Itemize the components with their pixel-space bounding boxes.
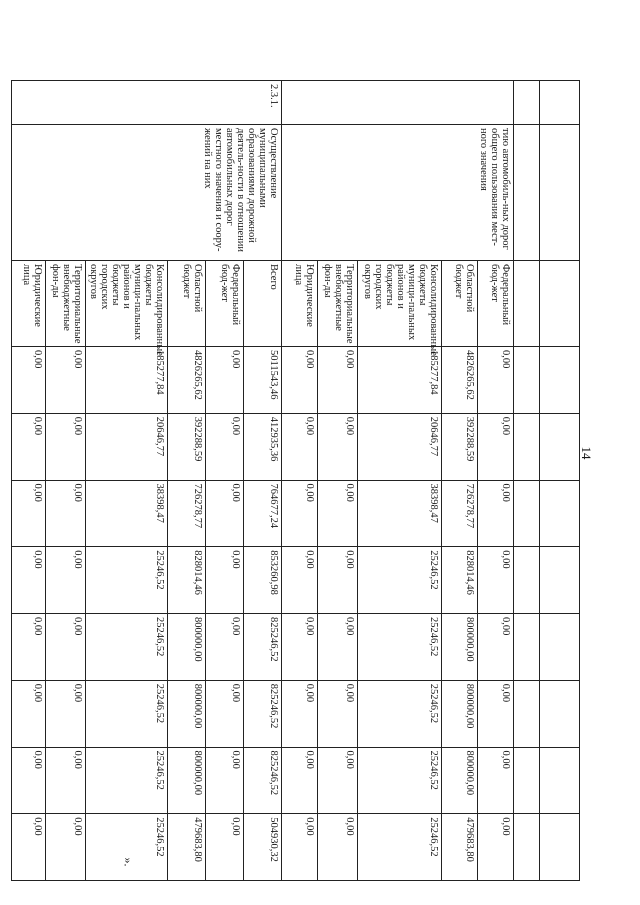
value-cell: 4826265,62	[168, 347, 206, 414]
value-cell	[514, 547, 540, 614]
page-number: 14	[579, 446, 594, 460]
value-cell: 25246,52	[358, 614, 442, 681]
funding-source-cell	[540, 261, 580, 347]
event-name-cell: тию автомобиль-ных дорог общего пользования мест-ного значения	[282, 125, 514, 261]
value-cell: 38398,47	[85, 480, 167, 547]
event-name-cell	[540, 125, 580, 261]
value-cell	[514, 614, 540, 681]
value-cell: 412935,36	[244, 413, 282, 480]
value-cell	[540, 814, 580, 881]
value-cell: 0,00	[478, 747, 514, 814]
value-cell: 0,00	[318, 680, 358, 747]
value-cell: 0,00	[318, 814, 358, 881]
funding-source-cell: Юридические лица	[282, 261, 318, 347]
table-row	[540, 81, 580, 881]
value-cell: 726278,77	[442, 480, 478, 547]
value-cell: 25246,52	[358, 747, 442, 814]
value-cell: 4826265,62	[442, 347, 478, 414]
value-cell: 38398,47	[358, 480, 442, 547]
value-cell: 0,00	[45, 614, 85, 681]
value-cell: 0,00	[318, 347, 358, 414]
value-cell: 0,00	[318, 614, 358, 681]
value-cell: 0,00	[45, 480, 85, 547]
value-cell: 0,00	[478, 680, 514, 747]
table-row	[244, 81, 282, 881]
value-cell: 0,00	[318, 480, 358, 547]
value-cell: 825246,52	[244, 614, 282, 681]
value-cell: 0,00	[45, 347, 85, 414]
funding-source-cell: Федеральный бюд-жет	[478, 261, 514, 347]
funding-source-cell	[514, 261, 540, 347]
value-cell: 0,00	[45, 547, 85, 614]
value-cell: 25246,52	[85, 547, 167, 614]
value-cell: 0,00	[11, 347, 45, 414]
item-number-cell	[514, 81, 540, 125]
value-cell: 828014,46	[442, 547, 478, 614]
value-cell	[514, 480, 540, 547]
funding-source-cell: Консолидированные бюджеты муници-пальных районов и бюджеты городских округов	[85, 261, 167, 347]
value-cell: 392288,59	[168, 413, 206, 480]
table-row	[514, 81, 540, 881]
value-cell: 0,00	[478, 413, 514, 480]
value-cell: 800000,00	[442, 747, 478, 814]
value-cell	[540, 680, 580, 747]
value-cell: 0,00	[11, 814, 45, 881]
value-cell: 0,00	[206, 347, 244, 414]
value-cell	[540, 614, 580, 681]
value-cell: 800000,00	[168, 614, 206, 681]
value-cell: 0,00	[11, 680, 45, 747]
value-cell: 0,00	[478, 547, 514, 614]
value-cell: 0,00	[11, 413, 45, 480]
value-cell: 0,00	[45, 413, 85, 480]
value-cell	[514, 413, 540, 480]
value-cell: 0,00	[11, 547, 45, 614]
value-cell	[540, 480, 580, 547]
value-cell: 479683,80	[442, 814, 478, 881]
value-cell: 800000,00	[442, 680, 478, 747]
value-cell: 25246,52	[358, 814, 442, 881]
value-cell: 0,00	[282, 347, 318, 414]
value-cell: 0,00	[11, 614, 45, 681]
value-cell: 0,00	[478, 814, 514, 881]
funding-source-cell: Всего	[244, 261, 282, 347]
value-cell: 0,00	[206, 480, 244, 547]
value-cell: 0,00	[45, 680, 85, 747]
value-cell: 0,00	[282, 747, 318, 814]
funding-source-cell: Юридические лица	[11, 261, 45, 347]
value-cell	[514, 347, 540, 414]
value-cell: 0,00	[318, 547, 358, 614]
value-cell: 0,00	[11, 480, 45, 547]
value-cell	[514, 814, 540, 881]
value-cell: 0,00	[206, 680, 244, 747]
value-cell: 185277,84	[358, 347, 442, 414]
value-cell: 0,00	[282, 480, 318, 547]
item-number-cell	[282, 81, 514, 125]
value-cell: 0,00	[206, 413, 244, 480]
value-cell: 0,00	[45, 747, 85, 814]
event-name-cell	[514, 125, 540, 261]
funding-source-cell: Федеральный бюд-жет	[206, 261, 244, 347]
value-cell: 25246,52	[85, 680, 167, 747]
item-number-cell	[540, 81, 580, 125]
value-cell: 0,00	[206, 814, 244, 881]
value-cell: 800000,00	[442, 614, 478, 681]
value-cell: 0,00	[206, 547, 244, 614]
value-cell: 0,00	[478, 614, 514, 681]
item-number-cell: 2.3.1.	[11, 81, 281, 125]
value-cell: 0,00	[11, 747, 45, 814]
value-cell: 0,00	[206, 614, 244, 681]
funding-source-cell: Областной бюджет	[442, 261, 478, 347]
value-cell: 825246,52	[244, 747, 282, 814]
value-cell: 0,00	[478, 347, 514, 414]
value-cell	[540, 747, 580, 814]
value-cell: 0,00	[282, 814, 318, 881]
value-cell: 800000,00	[168, 680, 206, 747]
value-cell	[514, 680, 540, 747]
value-cell: 0,00	[318, 413, 358, 480]
funding-table	[11, 80, 580, 881]
funding-source-cell: Территориальные внебюджетные фон-ды	[318, 261, 358, 347]
value-cell: 20646,77	[358, 413, 442, 480]
value-cell	[540, 547, 580, 614]
value-cell: 0,00	[282, 614, 318, 681]
value-cell: 25246,52	[85, 814, 167, 881]
value-cell: 0,00	[478, 480, 514, 547]
value-cell	[540, 347, 580, 414]
funding-source-cell: Территориальные внебюджетные фон-ды	[45, 261, 85, 347]
closing-quote-mark: ».	[121, 857, 136, 867]
value-cell: 25246,52	[358, 680, 442, 747]
value-cell: 504930,32	[244, 814, 282, 881]
value-cell: 853260,98	[244, 547, 282, 614]
value-cell: 764677,24	[244, 480, 282, 547]
value-cell: 0,00	[206, 747, 244, 814]
value-cell: 825246,52	[244, 680, 282, 747]
funding-source-cell: Областной бюджет	[168, 261, 206, 347]
value-cell: 185277,84	[85, 347, 167, 414]
funding-source-cell: Консолидированные бюджеты муници-пальных районов и бюджеты городских округов	[358, 261, 442, 347]
value-cell: 800000,00	[168, 747, 206, 814]
value-cell: 25246,52	[358, 547, 442, 614]
value-cell: 25246,52	[85, 614, 167, 681]
value-cell: 20646,77	[85, 413, 167, 480]
table-row	[478, 81, 514, 881]
value-cell: 5011543,46	[244, 347, 282, 414]
rotated-table-frame	[20, 80, 580, 880]
event-name-cell: Осуществление муниципальными образованиями дорожной деятель-ности в отношении автомобильных дорог местного значения и соору-жений на них	[11, 125, 281, 261]
value-cell: 0,00	[318, 747, 358, 814]
value-cell: 0,00	[45, 814, 85, 881]
value-cell: 0,00	[282, 680, 318, 747]
value-cell: 726278,77	[168, 480, 206, 547]
value-cell: 828014,46	[168, 547, 206, 614]
value-cell: 0,00	[282, 547, 318, 614]
value-cell	[514, 747, 540, 814]
value-cell: 392288,59	[442, 413, 478, 480]
value-cell: 479683,80	[168, 814, 206, 881]
value-cell: 0,00	[282, 413, 318, 480]
value-cell	[540, 413, 580, 480]
value-cell: 25246,52	[85, 747, 167, 814]
